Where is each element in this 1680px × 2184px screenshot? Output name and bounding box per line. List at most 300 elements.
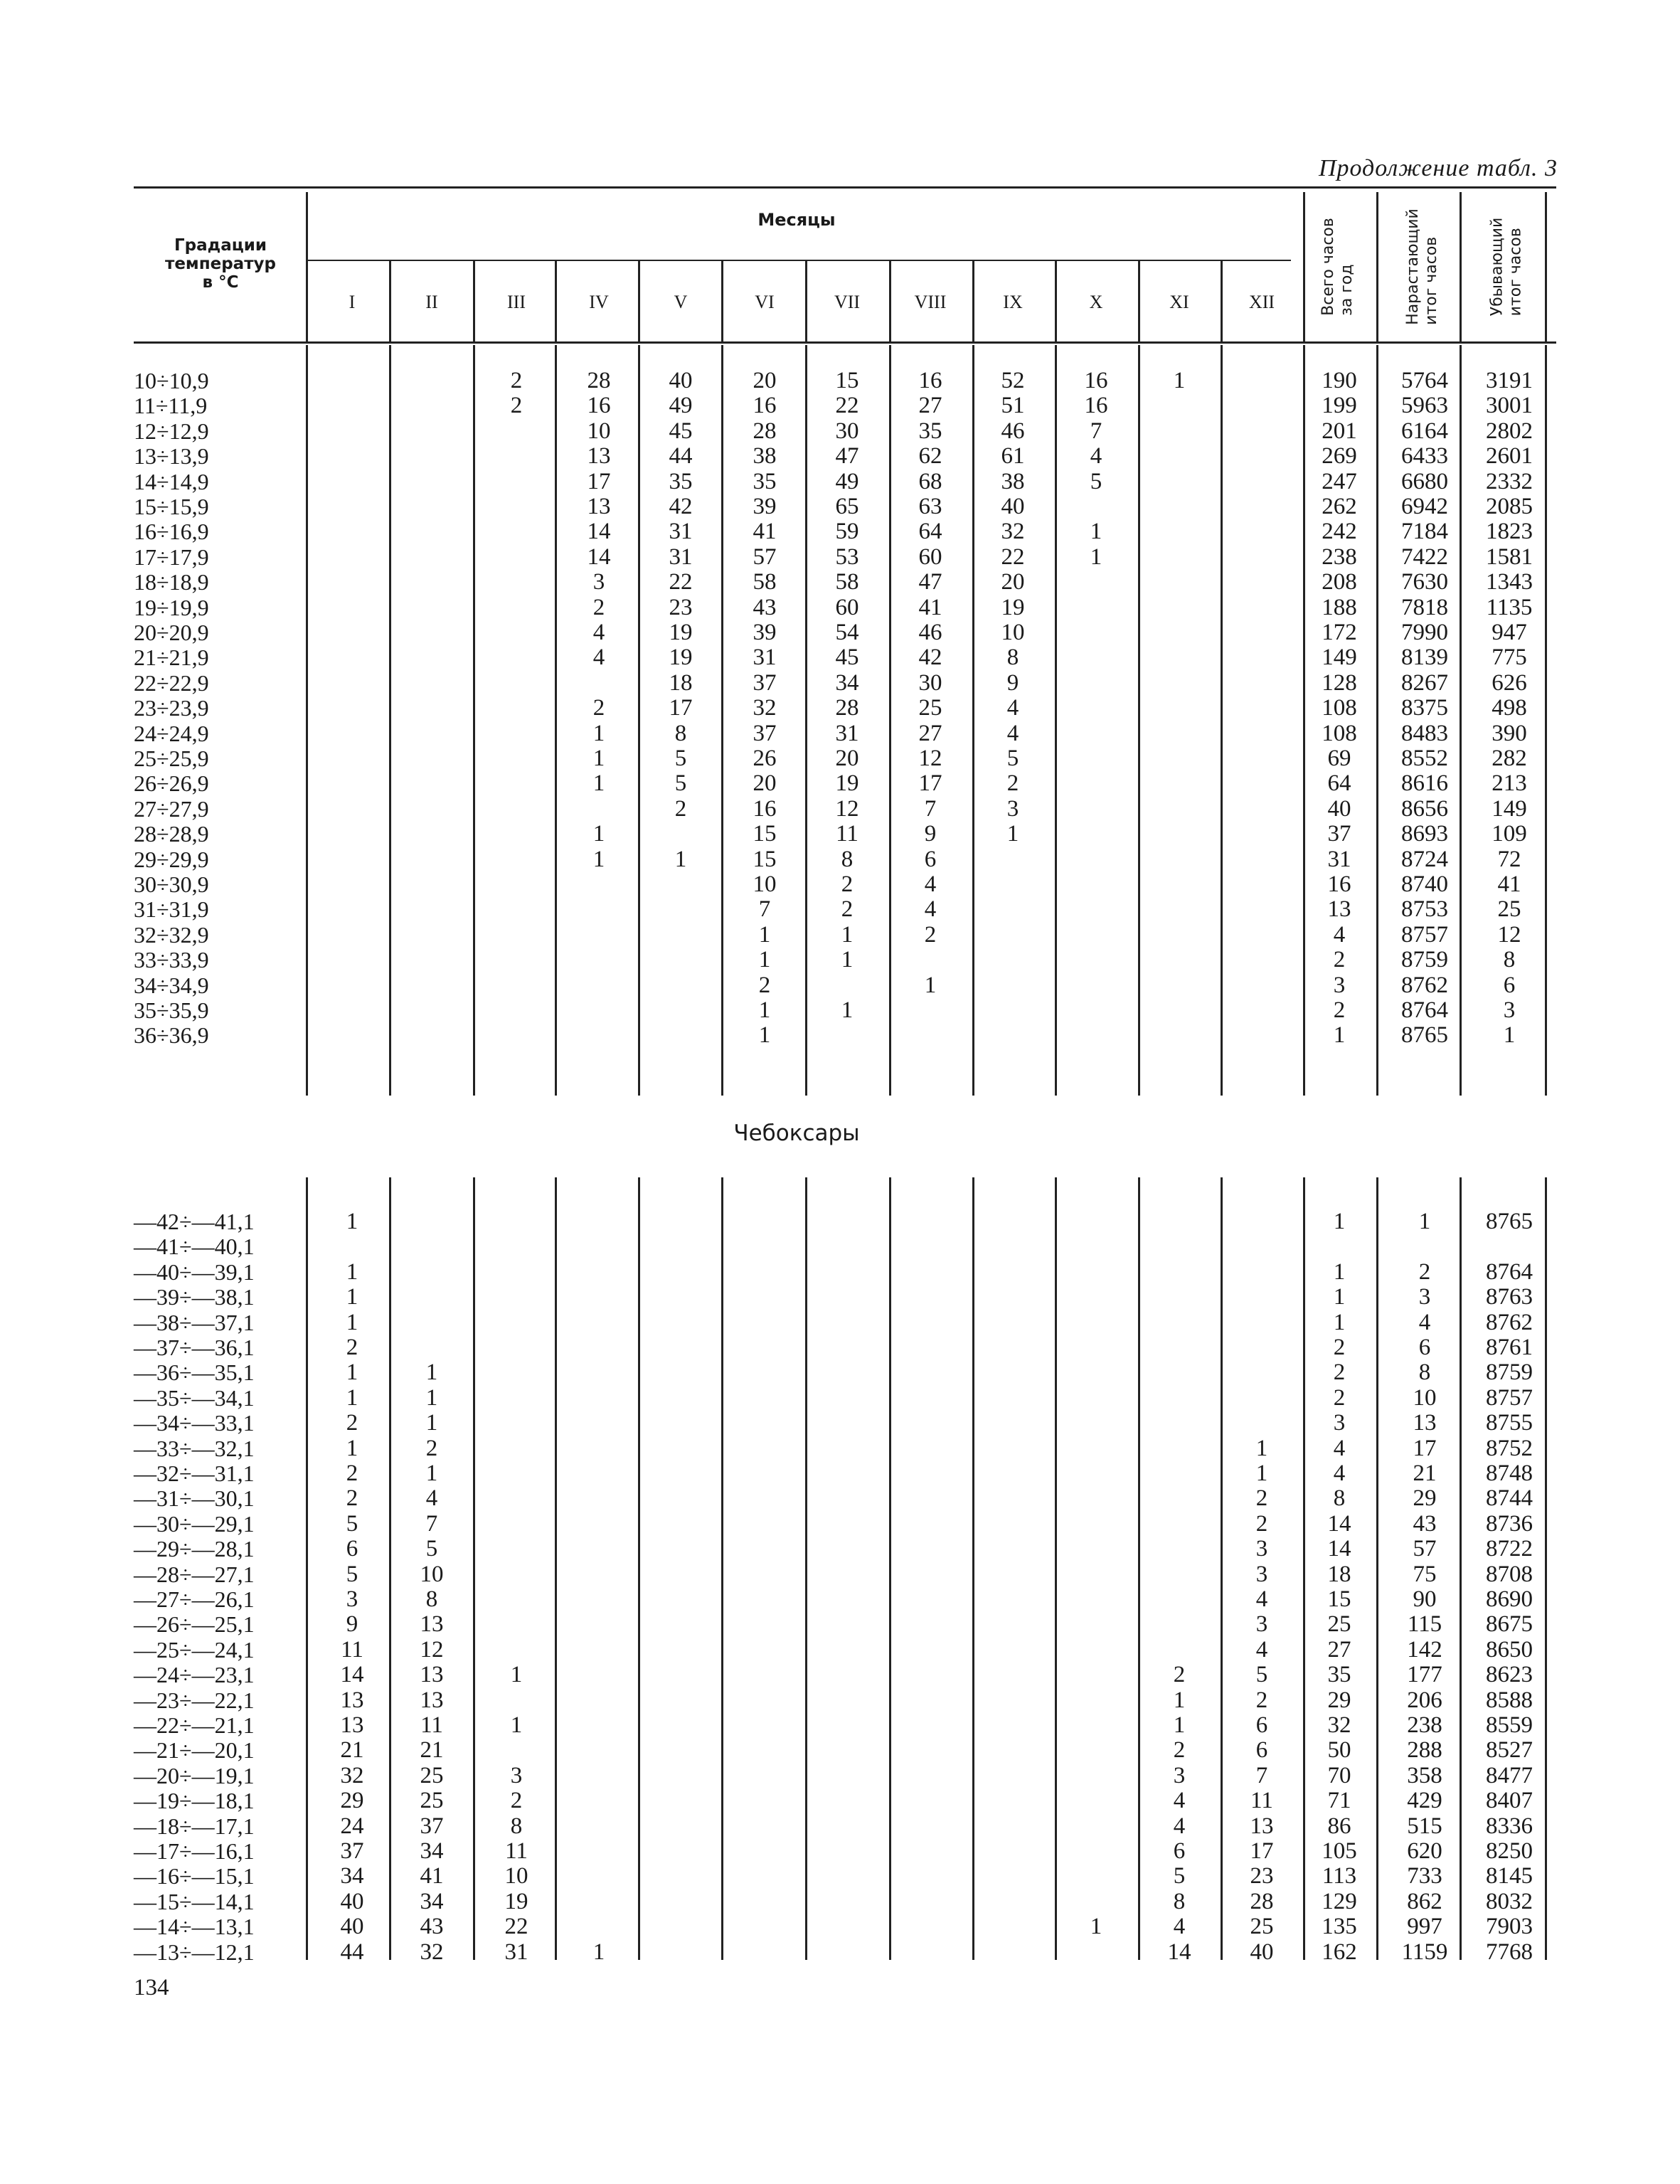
month-cell-VIII: 46 — [918, 620, 942, 645]
decreasing-hours-cell: 282 — [1492, 746, 1527, 771]
month-cell-VI: 20 — [753, 770, 777, 797]
month-cell-IV: 1 — [592, 821, 605, 847]
month-cell-VI: 1 — [758, 997, 771, 1023]
gradation-label: 31÷31,9 — [134, 896, 209, 923]
cumulative-hours-cell: 3 — [1418, 1284, 1431, 1310]
gradation-label: —21÷—20,1 — [134, 1737, 255, 1764]
month-cell-XI: 4 — [1173, 1914, 1186, 1940]
column-divider — [555, 345, 557, 1096]
month-cell-XI: 1 — [1173, 1712, 1186, 1738]
header-divider — [805, 261, 807, 341]
cumulative-hours-cell: 43 — [1413, 1510, 1437, 1537]
month-cell-II: 5 — [425, 1536, 438, 1562]
decreasing-hours-cell: 25 — [1497, 896, 1521, 923]
total-hours-cell: 113 — [1322, 1863, 1357, 1889]
gradation-label: —30÷—29,1 — [134, 1510, 255, 1537]
month-cell-XII: 7 — [1255, 1762, 1268, 1788]
header-divider — [721, 261, 723, 341]
total-hours-cell: 1 — [1333, 1209, 1346, 1234]
month-cell-XI: 2 — [1173, 1737, 1186, 1764]
month-cell-V: 18 — [669, 669, 693, 696]
month-cell-XII: 11 — [1250, 1788, 1273, 1814]
month-cell-IX: 5 — [1006, 746, 1019, 771]
header-divider — [889, 261, 891, 341]
month-cell-XII: 17 — [1250, 1838, 1274, 1864]
decreasing-hours-cell: 8748 — [1486, 1461, 1533, 1486]
decreasing-hours-cell: 8752 — [1486, 1435, 1533, 1461]
decreasing-hours-cell: 8722 — [1486, 1536, 1533, 1562]
cumulative-hours-cell: 6 — [1418, 1335, 1431, 1360]
month-cell-VII: 22 — [835, 393, 859, 419]
month-header-IX: IX — [1003, 292, 1023, 312]
gradation-label: 14÷14,9 — [134, 468, 209, 494]
month-cell-II: 1 — [425, 1384, 438, 1411]
month-cell-VI: 37 — [753, 669, 777, 696]
decreasing-hours-cell: 8623 — [1486, 1662, 1533, 1688]
cumulative-hours-cell: 6942 — [1401, 494, 1448, 519]
decreasing-hours-cell: 8690 — [1486, 1586, 1533, 1612]
month-cell-IX: 40 — [1001, 494, 1025, 519]
column-divider — [805, 345, 807, 1096]
column-divider — [721, 1177, 723, 1960]
total-hours-cell: 208 — [1322, 569, 1357, 595]
gradation-label: —17÷—16,1 — [134, 1838, 255, 1864]
month-cell-IX: 1 — [1006, 821, 1019, 847]
decreasing-hours-cell: 12 — [1497, 921, 1521, 948]
month-cell-II: 25 — [420, 1788, 444, 1814]
month-cell-V: 31 — [669, 519, 693, 545]
cumulative-hours-cell: 8656 — [1401, 795, 1448, 822]
total-hours-cell: 71 — [1327, 1788, 1351, 1814]
month-cell-V: 40 — [669, 368, 693, 393]
month-cell-IV: 14 — [587, 519, 611, 545]
total-hours-cell: 37 — [1327, 821, 1351, 847]
decreasing-hours-cell: 1135 — [1486, 594, 1533, 620]
decreasing-hours-cell: 8765 — [1486, 1209, 1533, 1234]
total-hours-cell: 13 — [1327, 896, 1351, 923]
gradation-label: —34÷—33,1 — [134, 1410, 255, 1436]
column-divider — [805, 1177, 807, 1960]
month-cell-XII: 23 — [1250, 1863, 1274, 1889]
decreasing-hours-cell: 109 — [1492, 821, 1527, 847]
cumulative-hours-cell: 21 — [1413, 1461, 1437, 1486]
month-cell-VII: 34 — [835, 669, 859, 696]
month-cell-VII: 58 — [835, 569, 859, 595]
month-cell-III: 2 — [510, 393, 523, 419]
gradation-label: 30÷30,9 — [134, 871, 209, 897]
month-cell-IX: 46 — [1001, 418, 1025, 444]
month-cell-II: 2 — [425, 1435, 438, 1461]
month-cell-XI: 2 — [1173, 1662, 1186, 1688]
gradation-label: —38÷—37,1 — [134, 1309, 255, 1335]
month-cell-I: 1 — [346, 1309, 358, 1335]
decreasing-hours-cell: 2085 — [1486, 494, 1533, 519]
total-hours-cell: 2 — [1333, 1359, 1346, 1386]
column-divider — [389, 345, 391, 1096]
decreasing-hours-cell: 1343 — [1486, 569, 1533, 595]
month-cell-X: 16 — [1084, 368, 1108, 393]
months-title: Месяцы — [757, 210, 836, 230]
total-hours-cell: 2 — [1333, 1335, 1346, 1360]
cumulative-hours-cell: 17 — [1413, 1435, 1437, 1461]
month-cell-IX: 3 — [1006, 795, 1019, 822]
month-cell-IX: 10 — [1001, 620, 1025, 645]
gradation-label: —33÷—32,1 — [134, 1435, 255, 1461]
month-cell-VII: 11 — [836, 821, 858, 847]
total-hours-cell: 86 — [1327, 1813, 1351, 1839]
month-cell-I: 40 — [340, 1888, 364, 1914]
gradation-label: —18÷—17,1 — [134, 1813, 255, 1839]
month-cell-I: 14 — [340, 1662, 364, 1688]
month-cell-IV: 4 — [592, 645, 605, 671]
header-divider — [1055, 261, 1057, 341]
month-header-XI: XI — [1169, 292, 1189, 312]
column-divider — [889, 1177, 891, 1960]
month-cell-VII: 45 — [835, 645, 859, 671]
month-cell-X: 1 — [1090, 519, 1102, 545]
decreasing-hours-cell: 498 — [1492, 695, 1527, 721]
gradation-label: 10÷10,9 — [134, 368, 209, 393]
header-divider — [1221, 261, 1223, 341]
month-cell-II: 13 — [420, 1687, 444, 1713]
total-hours-header — [1299, 199, 1377, 334]
month-cell-IX: 51 — [1001, 393, 1025, 419]
cumulative-hours-cell: 75 — [1413, 1561, 1437, 1587]
month-header-II: II — [425, 292, 438, 312]
month-cell-I: 13 — [340, 1687, 364, 1713]
gradation-label: 12÷12,9 — [134, 418, 209, 444]
total-hours-cell: 18 — [1327, 1561, 1351, 1587]
month-cell-VI: 39 — [753, 494, 777, 519]
cumulative-hours-cell: 8740 — [1401, 871, 1448, 897]
gradation-label: —31÷—30,1 — [134, 1485, 255, 1512]
month-cell-I: 2 — [346, 1461, 358, 1486]
month-cell-VI: 37 — [753, 720, 777, 746]
month-cell-IX: 9 — [1006, 669, 1019, 696]
decreasing-hours-cell: 8650 — [1486, 1636, 1533, 1663]
cumulative-hours-cell: 8139 — [1401, 645, 1448, 671]
month-cell-X: 1 — [1090, 1914, 1102, 1940]
total-hours-cell: 162 — [1322, 1939, 1357, 1965]
decreasing-hours-cell: 8588 — [1486, 1687, 1533, 1713]
total-hours-cell: 135 — [1322, 1914, 1357, 1940]
total-hours-cell: 27 — [1327, 1636, 1351, 1663]
month-cell-VII: 20 — [835, 746, 859, 771]
months-rule — [306, 260, 1291, 261]
cumulative-hours-cell: 8764 — [1401, 997, 1448, 1023]
month-cell-VIII: 12 — [918, 746, 942, 771]
decreasing-hours-cell: 775 — [1492, 645, 1527, 671]
month-cell-IV: 14 — [587, 544, 611, 570]
month-cell-II: 8 — [425, 1586, 438, 1612]
month-cell-X: 16 — [1084, 393, 1108, 419]
gradation-label: —14÷—13,1 — [134, 1914, 255, 1940]
column-divider — [1138, 345, 1140, 1096]
total-hours-cell: 247 — [1322, 468, 1357, 494]
header-bottom-rule — [134, 341, 1556, 344]
gradation-label: —27÷—26,1 — [134, 1586, 255, 1612]
month-cell-VII: 54 — [835, 620, 859, 645]
decreasing-hours-cell: 8675 — [1486, 1611, 1533, 1638]
cumulative-hours-cell: 177 — [1407, 1662, 1442, 1688]
month-cell-VIII: 4 — [924, 871, 937, 897]
total-hours-cell: 238 — [1322, 544, 1357, 570]
month-cell-IV: 17 — [587, 468, 611, 494]
month-cell-I: 6 — [346, 1536, 358, 1562]
decreasing-hours-cell: 8759 — [1486, 1359, 1533, 1386]
month-cell-VII: 28 — [835, 695, 859, 721]
month-header-VI: VI — [755, 292, 775, 312]
total-hours-cell: 2 — [1333, 947, 1346, 973]
month-cell-VI: 2 — [758, 972, 771, 998]
decreasing-hours-cell: 947 — [1492, 620, 1527, 645]
gradation-label: —41÷—40,1 — [134, 1234, 255, 1260]
month-cell-VIII: 6 — [924, 846, 937, 872]
month-cell-I: 44 — [340, 1939, 364, 1965]
month-cell-IV: 2 — [592, 695, 605, 721]
column-divider — [972, 1177, 974, 1960]
decreasing-hours-cell: 149 — [1492, 795, 1527, 822]
month-cell-IV: 1 — [592, 770, 605, 797]
cumulative-hours-cell: 4 — [1418, 1309, 1431, 1335]
gradation-label: —35÷—34,1 — [134, 1384, 255, 1411]
month-cell-VI: 15 — [753, 846, 777, 872]
gradation-label: 33÷33,9 — [134, 947, 209, 973]
month-cell-XI: 8 — [1173, 1888, 1186, 1914]
cumulative-hours-cell: 8724 — [1401, 846, 1448, 872]
month-cell-I: 1 — [346, 1435, 358, 1461]
total-hours-cell: 1 — [1333, 1022, 1346, 1049]
gradation-label: 27÷27,9 — [134, 795, 209, 822]
month-cell-III: 1 — [510, 1712, 523, 1738]
gradation-label: —25÷—24,1 — [134, 1636, 255, 1663]
month-cell-I: 37 — [340, 1838, 364, 1864]
total-hours-cell: 40 — [1327, 795, 1351, 822]
month-cell-V: 1 — [674, 846, 687, 872]
month-cell-VIII: 4 — [924, 896, 937, 923]
cumulative-hours-cell: 6680 — [1401, 468, 1448, 494]
gradation-label: —19÷—18,1 — [134, 1788, 255, 1814]
column-divider — [1055, 1177, 1057, 1960]
month-header-III: III — [507, 292, 526, 312]
header-divider — [1138, 261, 1140, 341]
month-cell-VI: 7 — [758, 896, 771, 923]
cumulative-hours-cell: 862 — [1407, 1888, 1442, 1914]
header-divider — [473, 261, 475, 341]
month-cell-VII: 30 — [835, 418, 859, 444]
total-hours-cell: 69 — [1327, 746, 1351, 771]
month-cell-IV: 2 — [592, 594, 605, 620]
month-cell-VII: 60 — [835, 594, 859, 620]
decreasing-hours-cell: 1823 — [1486, 519, 1533, 545]
gradation-label: —23÷—22,1 — [134, 1687, 255, 1713]
gradation-header-text: Градации температур в °С — [165, 236, 276, 292]
total-hours-cell: 31 — [1327, 846, 1351, 872]
month-cell-VIII: 68 — [918, 468, 942, 494]
month-cell-II: 21 — [420, 1737, 444, 1764]
header-divider — [555, 261, 557, 341]
cumulative-hours-cell: 142 — [1407, 1636, 1442, 1663]
month-cell-VIII: 42 — [918, 645, 942, 671]
decreasing-hours-cell: 41 — [1497, 871, 1521, 897]
month-cell-III: 10 — [504, 1863, 528, 1889]
month-cell-VI: 43 — [753, 594, 777, 620]
month-cell-III: 31 — [504, 1939, 528, 1965]
header-divider — [638, 261, 640, 341]
total-hours-cell: 1 — [1333, 1309, 1346, 1335]
month-cell-X: 7 — [1090, 418, 1102, 444]
month-header-X: X — [1089, 292, 1103, 312]
month-cell-I: 2 — [346, 1410, 358, 1436]
month-cell-V: 22 — [669, 569, 693, 595]
total-hours-cell: 15 — [1327, 1586, 1351, 1612]
month-cell-IV: 13 — [587, 443, 611, 470]
month-cell-VI: 20 — [753, 368, 777, 393]
gradation-label: —37÷—36,1 — [134, 1335, 255, 1360]
month-cell-XII: 3 — [1255, 1536, 1268, 1562]
month-cell-VI: 28 — [753, 418, 777, 444]
gradation-label: 17÷17,9 — [134, 544, 209, 570]
gradation-label: 21÷21,9 — [134, 645, 209, 671]
decreasing-hours-cell: 8764 — [1486, 1258, 1533, 1285]
month-cell-III: 8 — [510, 1813, 523, 1839]
cumulative-hours-cell: 8753 — [1401, 896, 1448, 923]
month-cell-I: 9 — [346, 1611, 358, 1638]
month-cell-VI: 35 — [753, 468, 777, 494]
total-hours-cell: 50 — [1327, 1737, 1351, 1764]
month-cell-VII: 2 — [841, 896, 854, 923]
cumulative-hours-cell: 2 — [1418, 1258, 1431, 1285]
month-cell-IX: 32 — [1001, 519, 1025, 545]
month-cell-IX: 2 — [1006, 770, 1019, 797]
decreasing-hours-cell: 3001 — [1486, 393, 1533, 419]
month-cell-I: 29 — [340, 1788, 364, 1814]
month-cell-XI: 1 — [1173, 368, 1186, 393]
decreasing-hours-cell: 8763 — [1486, 1284, 1533, 1310]
month-cell-V: 42 — [669, 494, 693, 519]
month-cell-VI: 15 — [753, 821, 777, 847]
cumulative-hours-cell: 8483 — [1401, 720, 1448, 746]
gradation-label: 25÷25,9 — [134, 746, 209, 771]
month-cell-XII: 28 — [1250, 1888, 1274, 1914]
month-cell-IX: 4 — [1006, 695, 1019, 721]
cumulative-hours-cell: 515 — [1407, 1813, 1442, 1839]
month-cell-XII: 2 — [1255, 1485, 1268, 1512]
month-cell-I: 24 — [340, 1813, 364, 1839]
month-cell-VII: 53 — [835, 544, 859, 570]
gradation-label: —36÷—35,1 — [134, 1359, 255, 1386]
month-cell-VIII: 47 — [918, 569, 942, 595]
cumulative-hours-cell: 57 — [1413, 1536, 1437, 1562]
month-cell-IX: 8 — [1006, 645, 1019, 671]
month-cell-VIII: 60 — [918, 544, 942, 570]
total-hours-cell: 4 — [1333, 1435, 1346, 1461]
month-cell-X: 1 — [1090, 544, 1102, 570]
total-hours-cell: 128 — [1322, 669, 1357, 696]
cumulative-hours-cell: 7184 — [1401, 519, 1448, 545]
month-cell-V: 19 — [669, 645, 693, 671]
month-cell-VI: 10 — [753, 871, 777, 897]
city-heading: Чебоксары — [733, 1120, 860, 1146]
month-header-XII: XII — [1248, 292, 1275, 312]
month-cell-I: 2 — [346, 1485, 358, 1512]
month-cell-VI: 41 — [753, 519, 777, 545]
gradation-label: 11÷11,9 — [134, 393, 208, 419]
gradation-label: 15÷15,9 — [134, 494, 209, 519]
cumulative-hours-cell: 997 — [1407, 1914, 1442, 1940]
decreasing-hours-cell: 8407 — [1486, 1788, 1533, 1814]
month-cell-VII: 8 — [841, 846, 854, 872]
month-cell-VI: 32 — [753, 695, 777, 721]
gradation-label: 19÷19,9 — [134, 594, 209, 620]
gradation-label: —24÷—23,1 — [134, 1662, 255, 1688]
month-cell-VI: 16 — [753, 393, 777, 419]
cumulative-hours-cell: 8 — [1418, 1359, 1431, 1386]
cumulative-hours-cell: 8375 — [1401, 695, 1448, 721]
total-hours-cell: 172 — [1322, 620, 1357, 645]
month-cell-VI: 1 — [758, 947, 771, 973]
month-cell-IV: 16 — [587, 393, 611, 419]
gradation-label: 34÷34,9 — [134, 972, 209, 998]
cumulative-hours-cell: 733 — [1407, 1863, 1442, 1889]
decreasing-hours-cell: 3191 — [1486, 368, 1533, 393]
cumulative-hours-cell: 8616 — [1401, 770, 1448, 797]
column-divider — [638, 1177, 640, 1960]
month-cell-III: 22 — [504, 1914, 528, 1940]
month-cell-II: 10 — [420, 1561, 444, 1587]
cumulative-hours-cell: 29 — [1413, 1485, 1437, 1512]
cumulative-hours-cell: 429 — [1407, 1788, 1442, 1814]
cumulative-hours-cell: 7422 — [1401, 544, 1448, 570]
total-hours-cell: 14 — [1327, 1510, 1351, 1537]
month-cell-VI: 1 — [758, 1022, 771, 1049]
month-cell-II: 12 — [420, 1636, 444, 1663]
cumulative-hours-cell: 13 — [1413, 1410, 1437, 1436]
month-cell-XI: 14 — [1167, 1939, 1191, 1965]
month-cell-II: 13 — [420, 1662, 444, 1688]
decreasing-hours-cell: 8755 — [1486, 1410, 1533, 1436]
decreasing-hours-cell: 8761 — [1486, 1335, 1533, 1360]
month-cell-IV: 1 — [592, 846, 605, 872]
month-cell-V: 45 — [669, 418, 693, 444]
cumulative-hours-cell: 90 — [1413, 1586, 1437, 1612]
decreasing-hours-cell: 8032 — [1486, 1888, 1533, 1914]
header-divider — [1303, 192, 1305, 341]
month-cell-VIII: 35 — [918, 418, 942, 444]
month-cell-VII: 49 — [835, 468, 859, 494]
month-cell-VII: 47 — [835, 443, 859, 470]
month-cell-VI: 16 — [753, 795, 777, 822]
month-header-V: V — [674, 292, 688, 312]
month-cell-I: 1 — [346, 1258, 358, 1285]
month-cell-III: 2 — [510, 1788, 523, 1814]
month-cell-I: 1 — [346, 1284, 358, 1310]
column-divider — [473, 345, 475, 1096]
gradation-label: —29÷—28,1 — [134, 1536, 255, 1562]
decreasing-hours-header — [1467, 199, 1546, 334]
header-divider — [1460, 192, 1462, 341]
decreasing-hours-cell: 7903 — [1486, 1914, 1533, 1940]
month-cell-XII: 4 — [1255, 1586, 1268, 1612]
month-cell-VII: 1 — [841, 947, 854, 973]
month-cell-IV: 4 — [592, 620, 605, 645]
cumulative-hours-cell: 5963 — [1401, 393, 1448, 419]
month-cell-I: 5 — [346, 1510, 358, 1537]
month-cell-IX: 52 — [1001, 368, 1025, 393]
cumulative-hours-cell: 8762 — [1401, 972, 1448, 998]
cumulative-hours-cell: 8267 — [1401, 669, 1448, 696]
month-cell-VI: 38 — [753, 443, 777, 470]
